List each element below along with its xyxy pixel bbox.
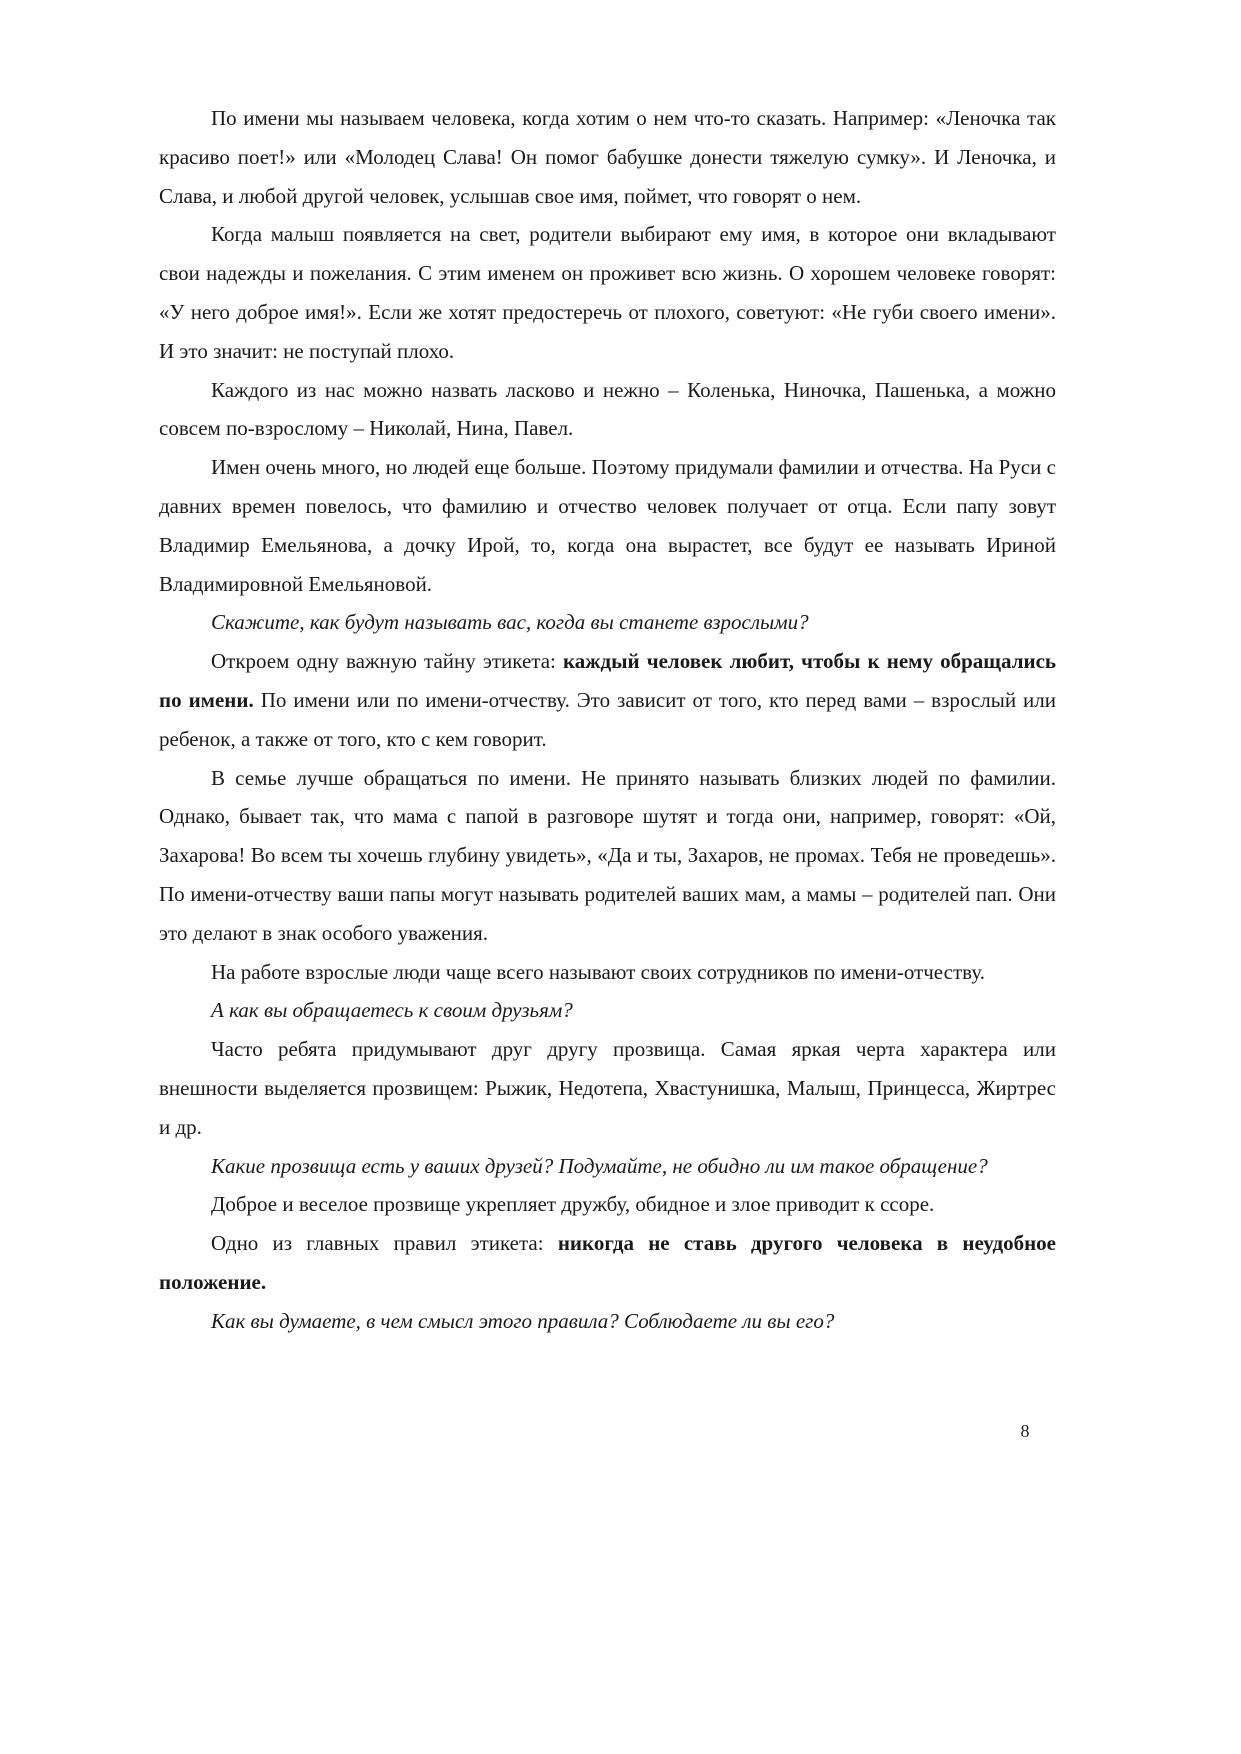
paragraph: Каждого из нас можно назвать ласково и нежно – Коленька, Ниночка, Пашенька, а можно совсем по-взрослому – Николай, Нина, Павел. (159, 377, 1056, 441)
paragraph: Доброе и веселое прозвище укрепляет дружбу, обидное и злое приводит к ссоре. (211, 1192, 935, 1217)
bold-rule: каждый человек любит, чтобы к нему обращались по имени. (159, 649, 1057, 712)
question-paragraph: Как вы думаете, в чем смысл этого правила? Соблюдаете ли вы его? (211, 1308, 835, 1333)
paragraph: Имен очень много, но людей еще больше. Поэтому придумали фамилии и отчества. На Руси с давних времен повелось, что фамилию и отчество человек получает от отца. Если папу зовут Владимир Емельянова, а дочку Ирой, то, когда она вырастет, все будут ее называть Ириной Владимировной Емельяновой. (159, 455, 1056, 596)
question-paragraph: Скажите, как будут называть вас, когда вы станете взрослыми? (211, 610, 809, 635)
paragraph: По имени мы называем человека, когда хотим о нем что-то сказать. Например: «Леночка так красиво поет!» или «Молодец Слава! Он помог бабушке донести тяжелую сумку». И Леночка, и Слава, и любой другой человек, услышав свое имя, поймет, что говорят о нем. (159, 106, 1056, 208)
question-paragraph: А как вы обращаетесь к своим друзьям? (211, 998, 573, 1023)
paragraph: На работе взрослые люди чаще всего называют своих сотрудников по имени-отчеству. (211, 959, 985, 984)
question-paragraph: Какие прозвища есть у ваших друзей? Подумайте, не обидно ли им такое обращение? (211, 1153, 988, 1178)
paragraph-text: Откроем одну важную тайну этикета: (211, 649, 564, 674)
paragraph-text: Одно из главных правил этикета: (211, 1231, 558, 1256)
paragraph: Часто ребята придумывают друг другу прозвища. Самая яркая черта характера или внешности выделяется прозвищем: Рыжик, Недотепа, Хвастунишка, Малыш, Принцесса, Жиртрес и др. (159, 1037, 1056, 1139)
paragraph (159, 1224, 1056, 1302)
text-body (159, 99, 1056, 1341)
paragraph: Когда малыш появляется на свет, родители выбирают ему имя, в которое они вкладывают свои надежды и пожелания. С этим именем он проживет всю жизнь. О хорошем человеке говорят: «У него доброе имя!». Если же хотят предостеречь от плохого, советуют: «Не губи своего имени». И это значит: не поступай плохо. (159, 222, 1056, 363)
paragraph-text: По имени или по имени-отчеству. Это зависит от того, кто перед вами – взрослый или ребенок, а также от того, кто с кем говорит. (159, 687, 1056, 751)
paragraph (159, 642, 1056, 758)
page-number: 8 (1020, 1421, 1030, 1441)
paragraph: В семье лучше обращаться по имени. Не принято называть близких людей по фамилии. Однако, бывает так, что мама с папой в разговоре шутят и тогда они, например, говорят: «Ой, Захарова! Во всем ты хочешь глубину увидеть», «Да и ты, Захаров, не промах. Тебя не проведешь». По имени-отчеству ваши папы могут называть родителей ваших мам, а мамы – родителей пап. Они это делают в знак особого уважения. (159, 765, 1056, 945)
bold-rule: никогда не ставь другого человека в неудобное положение. (159, 1231, 1056, 1294)
